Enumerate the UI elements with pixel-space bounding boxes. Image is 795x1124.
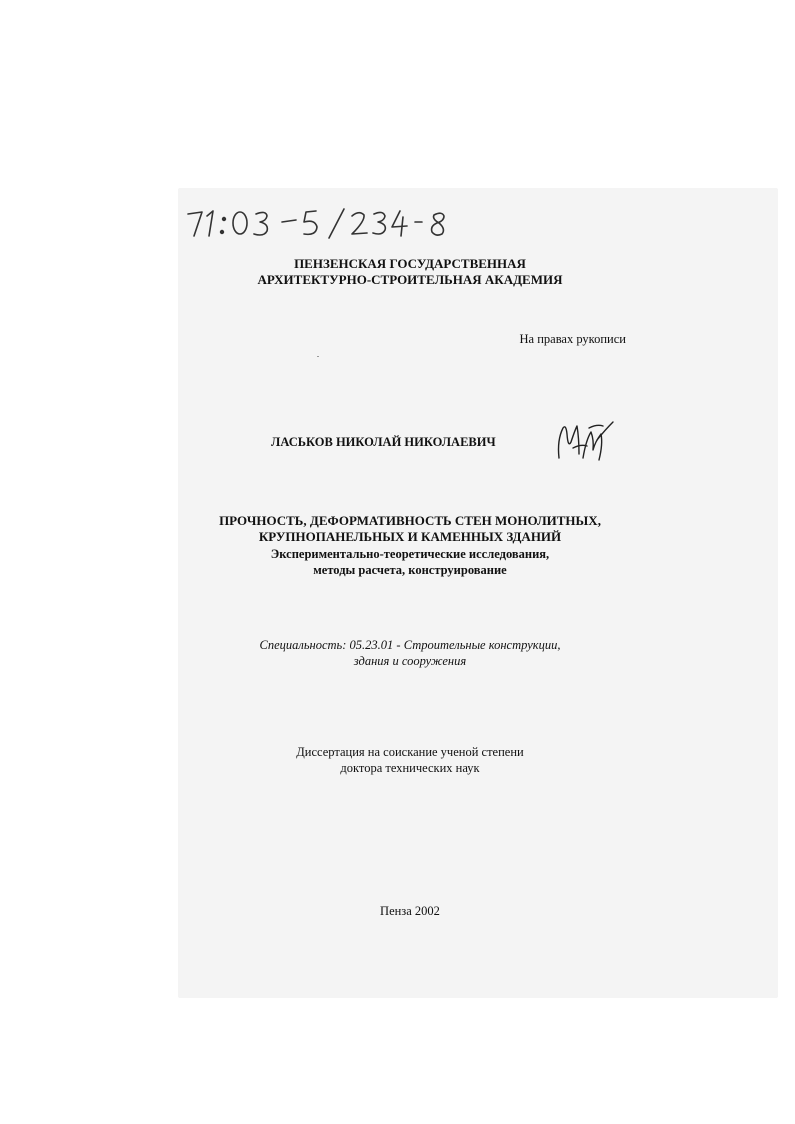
degree-statement [180, 744, 640, 776]
speciality-text [180, 637, 640, 669]
degree-line-1: Диссертация на соискание ученой степени [296, 745, 524, 759]
degree-line-2: доктора технических наук [340, 761, 480, 775]
dissertation-title [180, 513, 640, 545]
author-name: ЛАСЬКОВ НИКОЛАЙ НИКОЛАЕВИЧ [271, 435, 496, 449]
institution-line-2: АРХИТЕКТУРНО-СТРОИТЕЛЬНАЯ АКАДЕМИЯ [257, 272, 563, 287]
handwritten-call-number [186, 205, 486, 241]
institution-name [180, 256, 640, 288]
page-sheet [178, 188, 778, 998]
subtitle-line-2: методы расчета, конструирование [313, 563, 507, 577]
title-line-1: ПРОЧНОСТЬ, ДЕФОРМАТИВНОСТЬ СТЕН МОНОЛИТНЫХ, [219, 513, 601, 528]
dissertation-subtitle [180, 546, 640, 578]
scan-speck [317, 356, 319, 357]
speciality-line-2: здания и сооружения [353, 654, 467, 668]
subtitle-line-1: Экспериментально-теоретические исследования, [270, 547, 550, 561]
handwritten-signature [553, 418, 617, 466]
institution-line-1: ПЕНЗЕНСКАЯ ГОСУДАРСТВЕННАЯ [294, 256, 526, 271]
speciality-line-1: Специальность: 05.23.01 - Строительные конструкции, [259, 638, 561, 652]
title-line-2: КРУПНОПАНЕЛЬНЫХ И КАМЕННЫХ ЗДАНИЙ [258, 529, 562, 544]
rights-note: На правах рукописи [519, 332, 626, 346]
city-and-year: Пенза 2002 [380, 904, 440, 918]
